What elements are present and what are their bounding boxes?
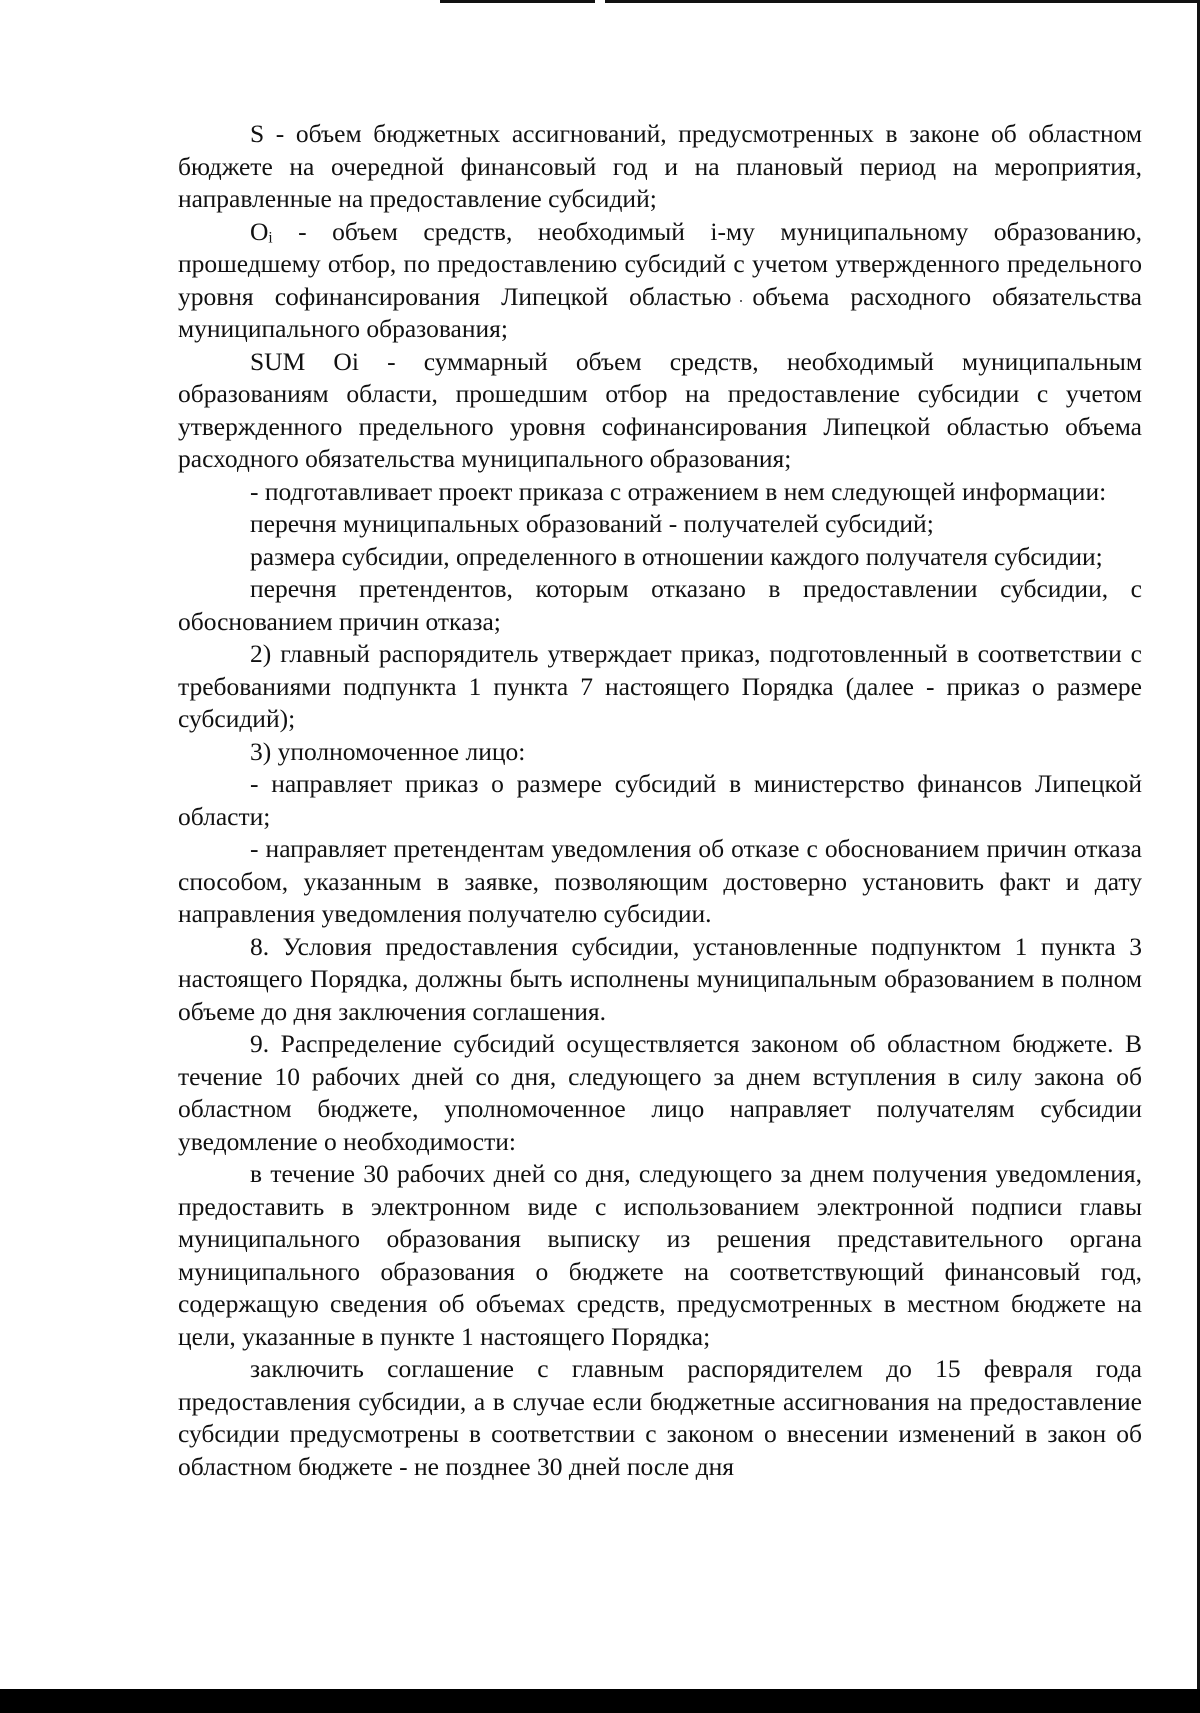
paragraph-conclude-agreement: заключить соглашение с главным распорядителем до 15 февраля года предоставления субсидии, а в случае если бюджетные ассигнования на предоставление субсидии предусмотрены в соответствии с законом о внесении изменений в закон об областном бюджете - не позднее 30 дней после дня (178, 1354, 1142, 1481)
paragraph-rejected-applicants: перечня претендентов, которым отказано в предоставлении субсидии, с обоснованием причин отказа; (178, 574, 1142, 636)
document-body (178, 118, 1142, 1483)
paragraph-section-9: 9. Распределение субсидий осуществляется законом об областном бюджете. В течение 10 рабочих дней со дня, следующего за днем вступления в силу закона об областном бюджете, уполномоченное лицо направляет получателям субсидии уведомление о необходимости: (178, 1029, 1142, 1156)
paragraph-sends-rejections: - направляет претендентам уведомления об отказе с обоснованием причин отказа способом, указанным в заявке, позволяющим достоверно установить факт и дату направления уведомления получателю субсидии. (178, 834, 1142, 928)
paragraph-sum-oi-definition: SUM Oi - суммарный объем средств, необходимый муниципальным образованиям области, прошедшим отбор на предоставление субсидии с учетом утвержденного предельного уровня софинансирования Липецкой областью объема расходного обязательства муниципального образования; (178, 346, 1142, 473)
bottom-scan-edge (0, 1689, 1200, 1713)
paragraph-item-3: 3) уполномоченное лицо: (250, 736, 526, 766)
paragraph-item-2: 2) главный распорядитель утверждает приказ, подготовленный в соответствии с требованиями подпункта 1 пункта 7 настоящего Порядка (далее - приказ о размере субсидий); (178, 639, 1142, 733)
paragraph-subsidy-size: размера субсидии, определенного в отношении каждого получателя субсидии; (250, 541, 1103, 571)
paragraph-s-definition: S - объем бюджетных ассигнований, предусмотренных в законе об областном бюджете на очередной финансовый год и на плановый период на мероприятия, направленные на предоставление субсидий; (178, 119, 1142, 213)
paragraph-prepares-order: - подготавливает проект приказа с отражением в нем следующей информации: (250, 476, 1107, 506)
paragraph-section-8: 8. Условия предоставления субсидии, установленные подпунктом 1 пункта 3 настоящего Порядка, должны быть исполнены муниципальным образованием в полном объеме до дня заключения соглашения. (178, 931, 1142, 1026)
paragraph-oi-definition: Oᵢ - объем средств, необходимый i-му муниципальному образованию, прошедшему отбор, по предоставлению субсидий с учетом утвержденного предельного уровня софинансирования Липецкой областью объема расходного обязательства муниципального образования; (178, 216, 1142, 343)
top-scan-edge-right (605, 0, 1200, 3)
paragraph-sends-order: - направляет приказ о размере субсидий в министерство финансов Липецкой области; (178, 769, 1142, 831)
paragraph-within-30-days: в течение 30 рабочих дней со дня, следующего за днем получения уведомления, предоставить в электронном виде с использованием электронной подписи главы муниципального образования выписку из решения представительного органа муниципального образования о бюджете на соответствующий финансовый год, содержащую сведения об объемах средств, предусмотренных в местном бюджете на цели, указанные в пункте 1 настоящего Порядка; (178, 1159, 1142, 1351)
top-scan-edge-left (440, 0, 595, 3)
paragraph-list-municipalities: перечня муниципальных образований - получателей субсидий; (250, 509, 934, 538)
